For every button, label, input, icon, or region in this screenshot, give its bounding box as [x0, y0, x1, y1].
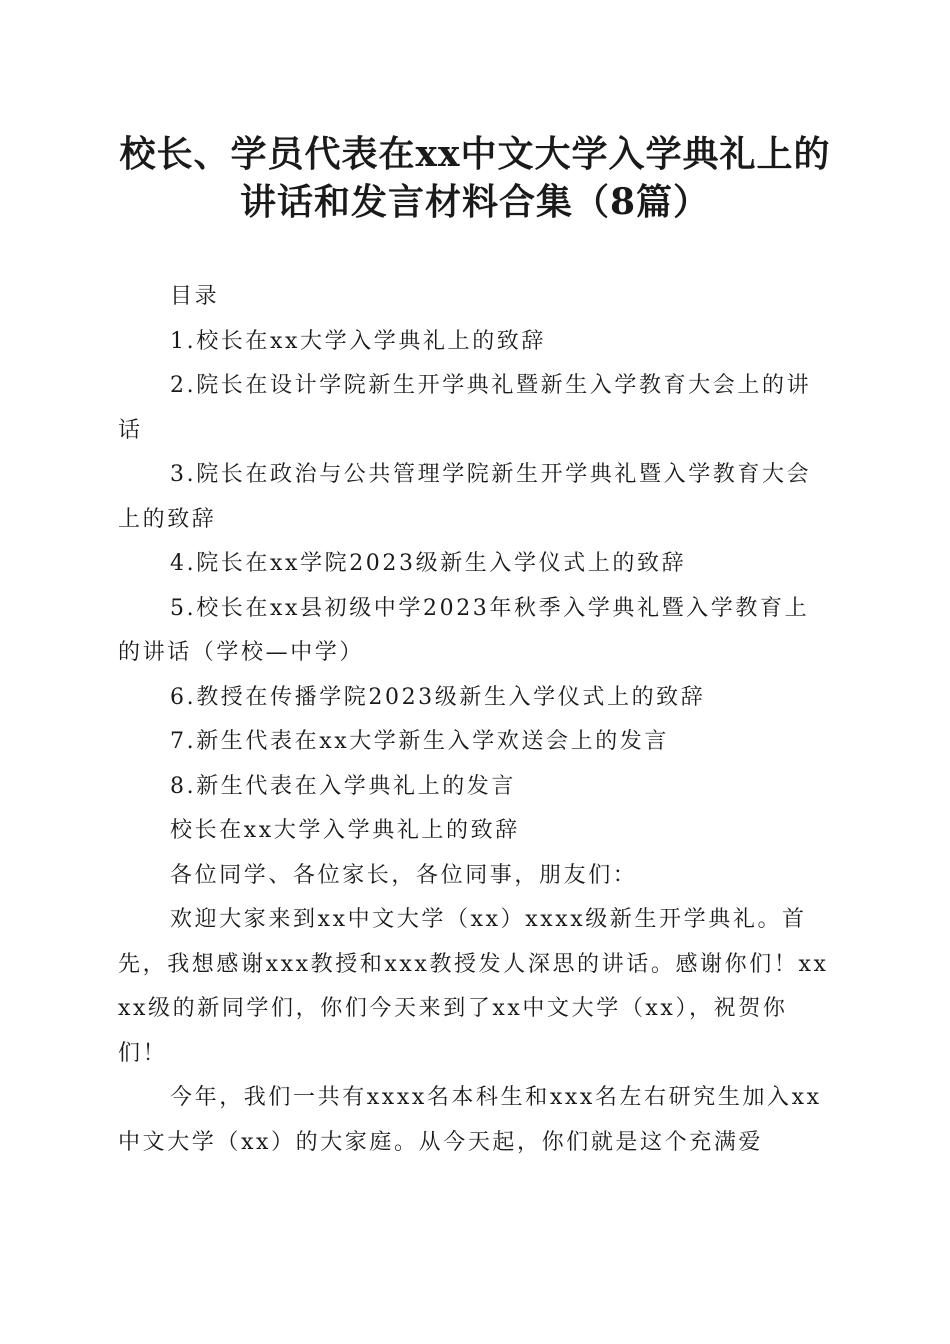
document-body [118, 275, 830, 1165]
toc-heading: 目录 [170, 284, 220, 309]
toc-item-8: 8.新生代表在入学典礼上的发言 [170, 773, 516, 799]
document-title [100, 130, 850, 226]
toc-item-5: 5.校长在xx县初级中学2023年秋季入学典礼暨入学教育上的讲话（学校—中学） [118, 595, 810, 665]
toc-item-4: 4.院长在xx学院2023级新生入学仪式上的致辞 [170, 551, 687, 576]
enrollment-paragraph: 今年，我们一共有xxxx名本科生和xxx名左右研究生加入xx中文大学（xx）的大家庭。从今天起，你们就是这个充满爱 [118, 1085, 822, 1155]
title-line-2: 讲话和发言材料合集（8篇） [239, 181, 711, 223]
toc-item-2: 2.院长在设计学院新生开学典礼暨新生入学教育大会上的讲话 [118, 373, 812, 443]
toc-item-1: 1.校长在xx大学入学典礼上的致辞 [170, 328, 547, 354]
salutation-paragraph: 各位同学、各位家长，各位同事，朋友们： [170, 862, 638, 888]
section-title: 校长在xx大学入学典礼上的致辞 [170, 818, 520, 843]
welcome-paragraph: 欢迎大家来到xx中文大学（xx）xxxx级新生开学典礼。首先，我想感谢xxx教授和xxx教授发人深思的讲话。感谢你们！xxxx级的新同学们，你们今天来到了xx中文大学（xx），祝贺你们！ [118, 907, 829, 1066]
toc-item-6: 6.教授在传播学院2023级新生入学仪式上的致辞 [170, 684, 706, 710]
toc-item-7: 7.新生代表在xx大学新生入学欢送会上的发言 [170, 729, 670, 754]
toc-item-3: 3.院长在政治与公共管理学院新生开学典礼暨入学教育大会上的致辞 [118, 462, 812, 532]
title-line-1: 校长、学员代表在xx中文大学入学典礼上的 [119, 133, 831, 175]
